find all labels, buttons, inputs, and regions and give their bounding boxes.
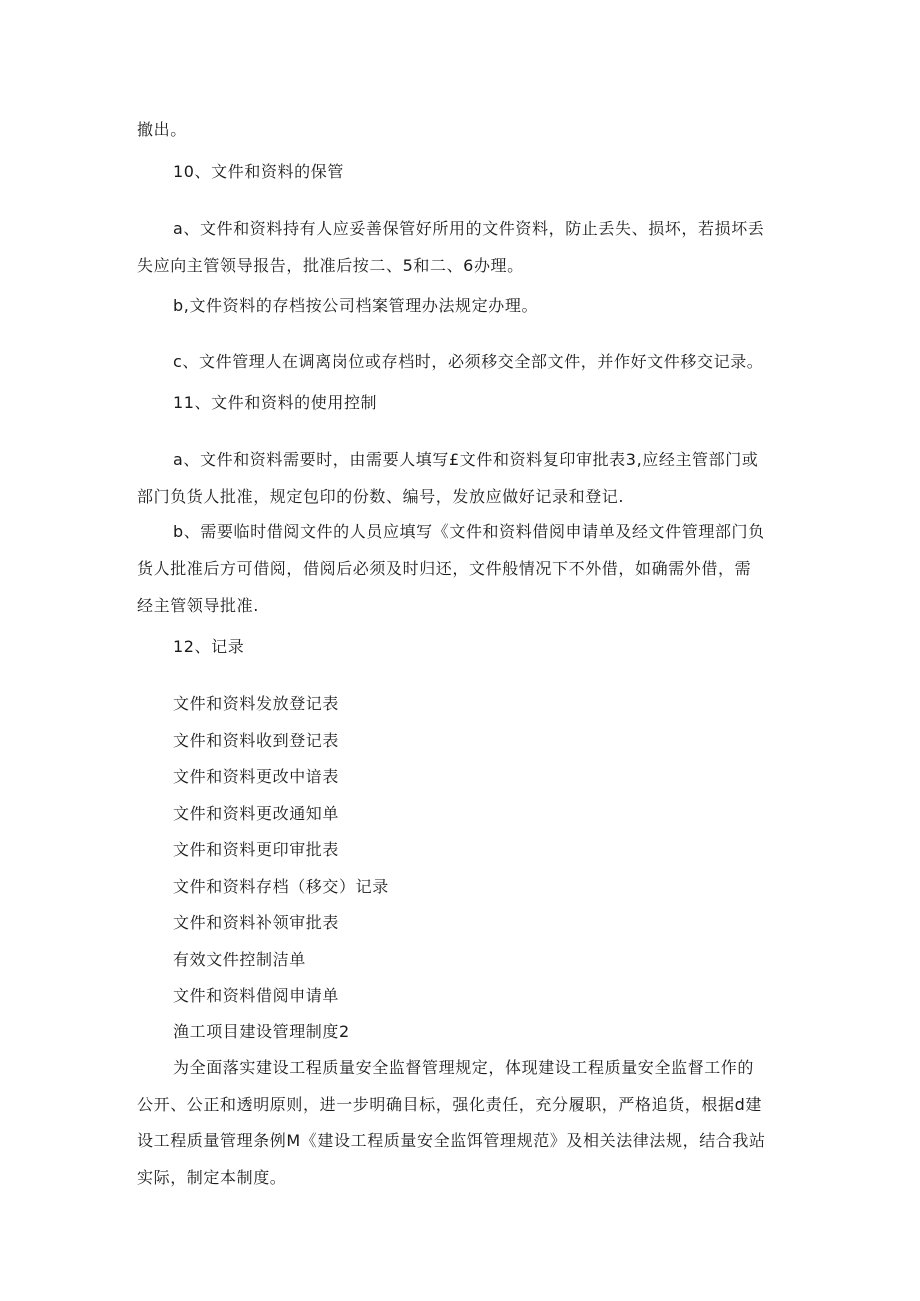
paragraph-line: 为全面落实建设工程质量安全监督管理规定，体现建设工程质量安全监督工作的 — [173, 1058, 755, 1077]
paragraph-line: b,文件资料的存档按公司档案管理办法规定办理。 — [173, 296, 539, 315]
record-list-item: 文件和资料更印审批表 — [173, 840, 340, 859]
record-list-item: 文件和资料补领审批表 — [173, 913, 340, 932]
text-line: 撤出。 — [137, 120, 187, 139]
record-list-item: 文件和资料更改通知单 — [173, 804, 340, 823]
paragraph-line: 部门负货人批准，规定包印的份数、编号，发放应做好记录和登记. — [137, 487, 625, 506]
paragraph-line: 设工程质量管理条例M《建设工程质量安全监饵管理规范》及相关法律法规，结合我站 — [137, 1131, 766, 1150]
document-title: 渔工项目建设管理制度2 — [173, 1022, 350, 1041]
record-list-item: 有效文件控制洁单 — [173, 950, 306, 969]
paragraph-line: a、文件和资料持有人应妥善保管好所用的文件资料，防止丢失、损坏，若损坏丢 — [173, 219, 765, 238]
record-list-item: 文件和资料更改中谙表 — [173, 767, 340, 786]
section-heading: 11、文件和资料的使用控制 — [173, 393, 378, 412]
paragraph-line: b、需要临时借阅文件的人员应填写《文件和资料借阅申请单及经文件管理部门负 — [173, 522, 765, 541]
paragraph-line: c、文件管理人在调离岗位或存档时，必须移交全部文件，并作好文件移交记录。 — [173, 352, 764, 371]
record-list-item: 文件和资料存档（移交）记录 — [173, 877, 389, 896]
paragraph-line: 货人批准后方可借阅，借阅后必须及时归还，文件般情况下不外借，如确需外借，需 — [137, 559, 752, 578]
record-list-item: 文件和资料借阅申请单 — [173, 986, 340, 1005]
record-list-item: 文件和资料收到登记表 — [173, 731, 340, 750]
paragraph-line: a、文件和资料需要时，由需要人填写£文件和资料复印审批表3,应经主管部门或 — [173, 450, 759, 469]
section-heading: 10、文件和资料的保管 — [173, 162, 344, 181]
paragraph-line: 公开、公正和透明原则，进一步明确目标，强化责任，充分履职，严格追货，根据d建 — [137, 1095, 762, 1114]
paragraph-line: 实际，制定本制度。 — [137, 1168, 287, 1187]
section-heading: 12、记录 — [173, 637, 245, 656]
record-list-item: 文件和资料发放登记表 — [173, 694, 340, 713]
paragraph-line: 失应向主管领导报告，批准后按二、5和二、6办理。 — [137, 256, 524, 275]
paragraph-line: 经主管领导批准. — [137, 596, 259, 615]
